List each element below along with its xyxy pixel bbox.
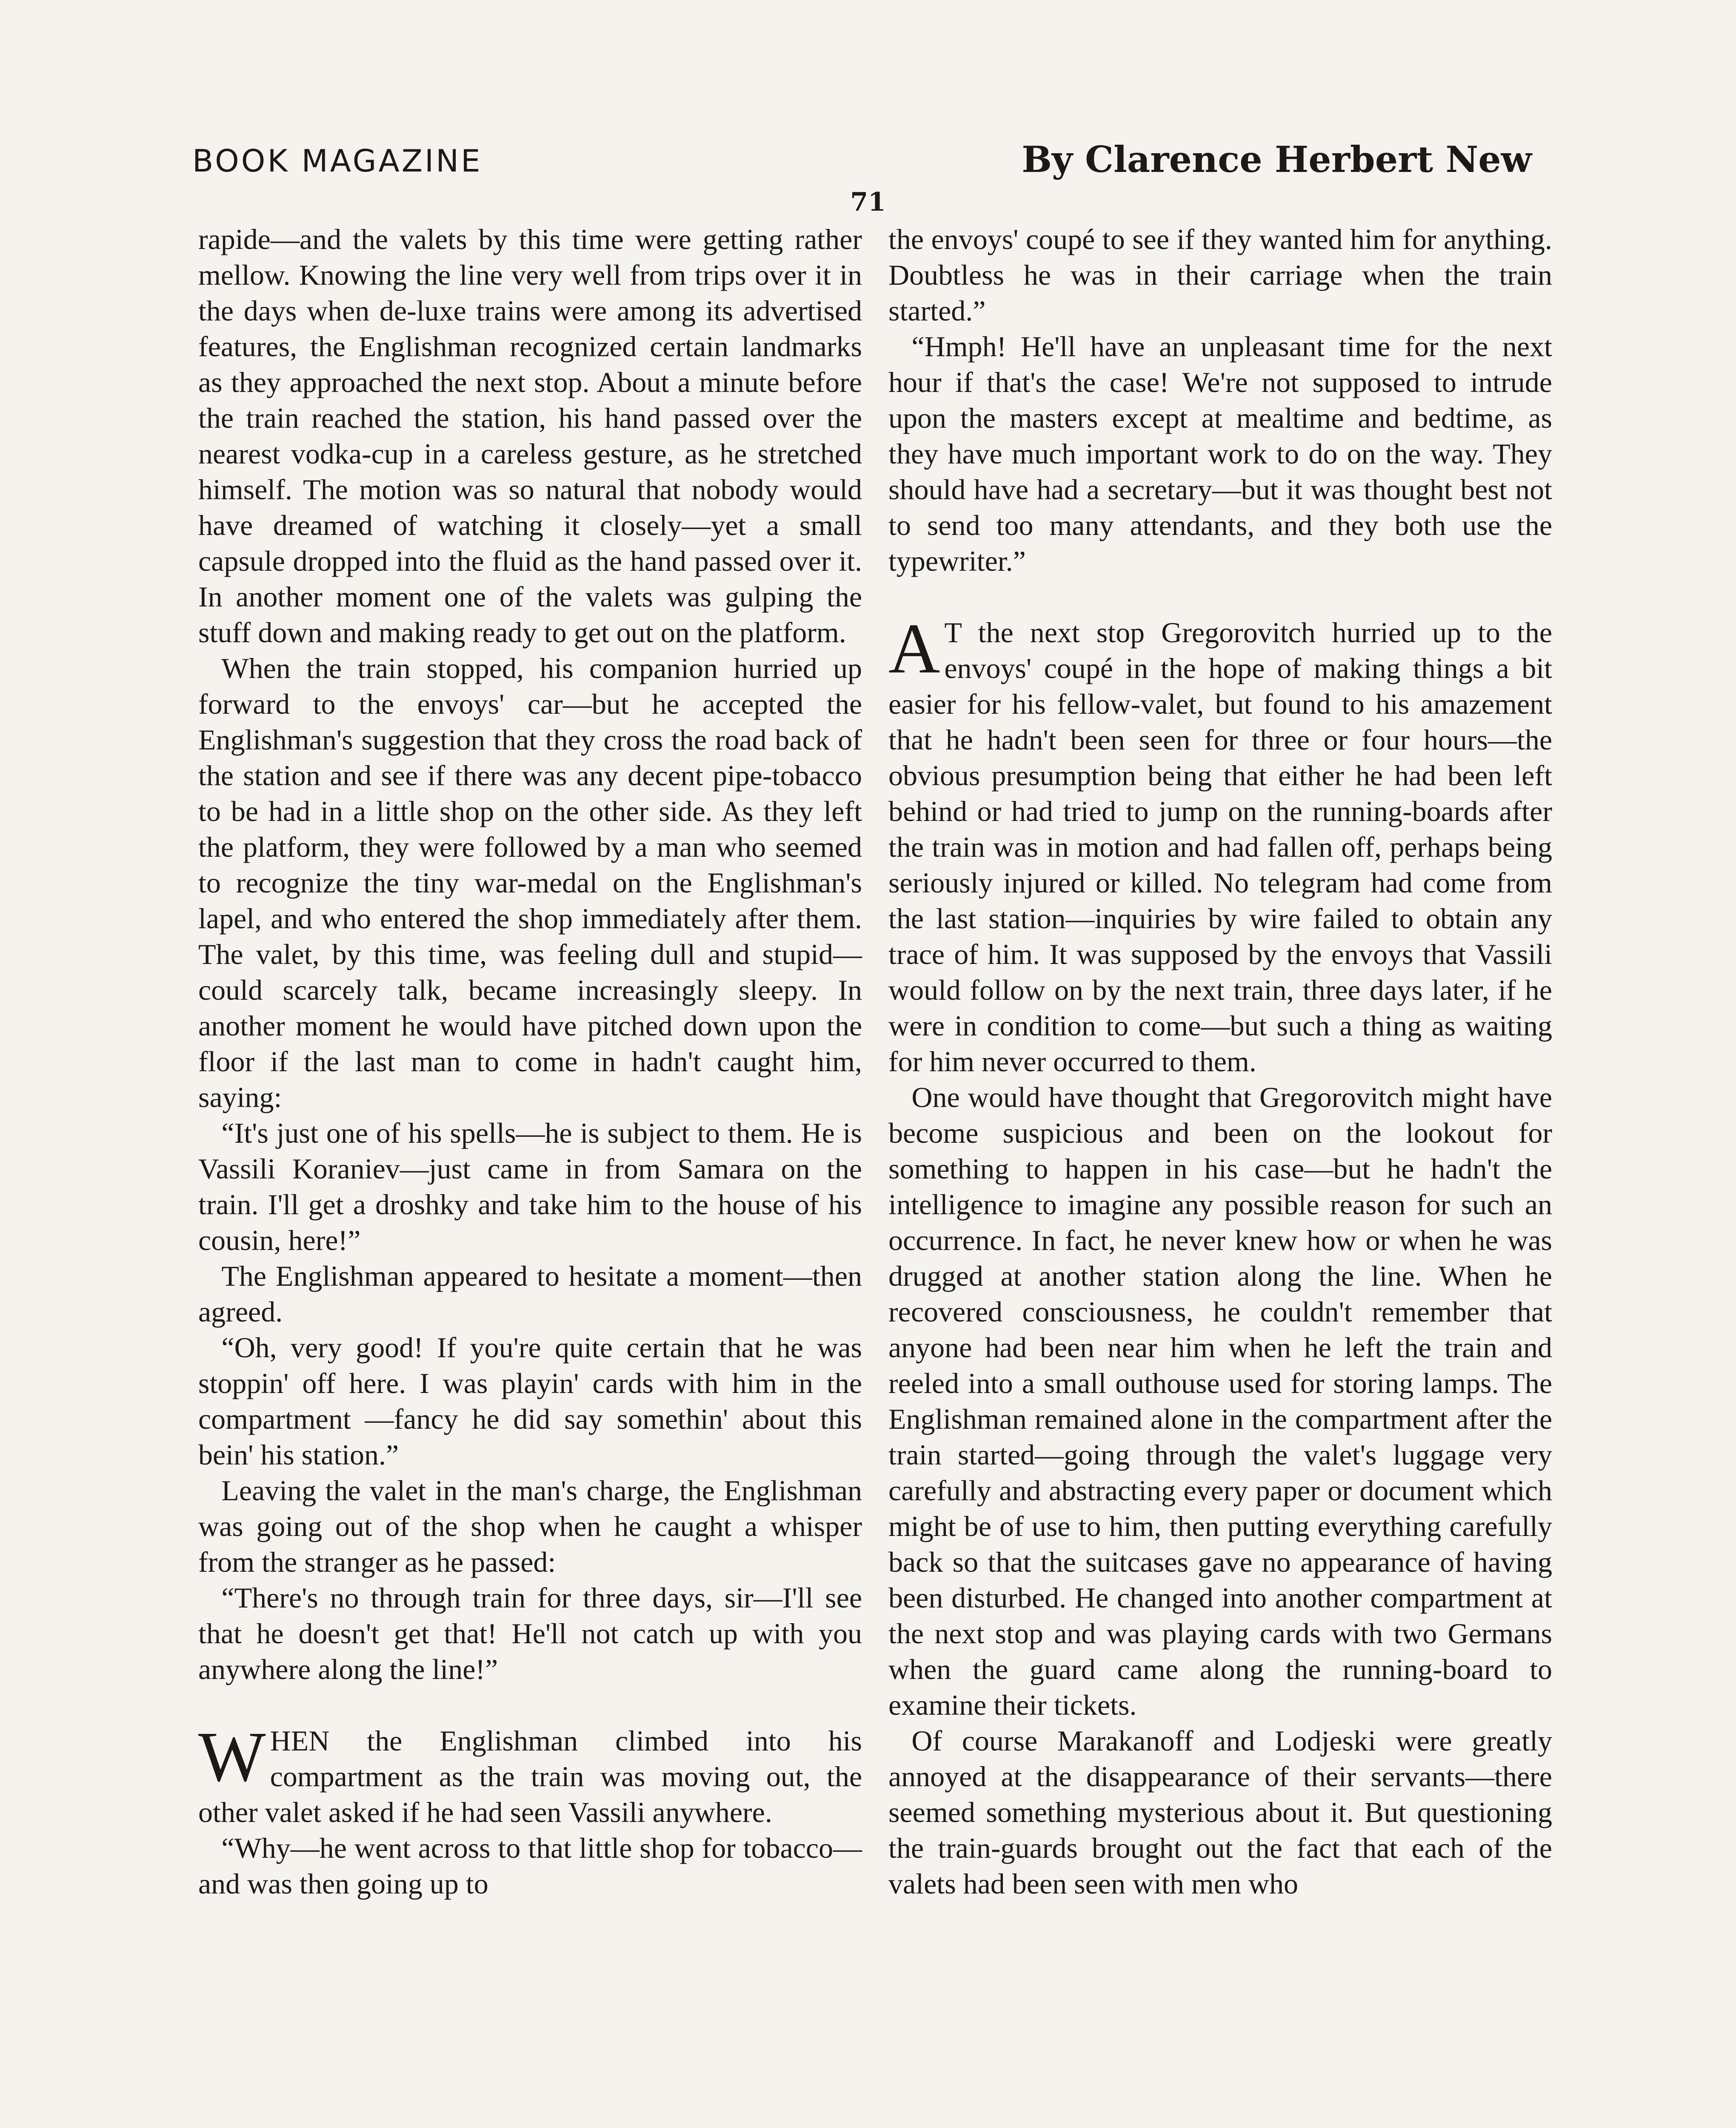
paragraph: The Englishman appeared to hesitate a moment—then agreed. bbox=[198, 1260, 862, 1328]
paragraph: Leaving the valet in the man's charge, the Englishman was going out of the shop when he caught a whisper from the stranger as he passed: bbox=[198, 1474, 862, 1578]
paragraph: “Why—he went across to that little shop for tobacco—and was then going up to bbox=[198, 1832, 862, 1900]
running-header-publication: BOOK MAGAZINE bbox=[192, 143, 483, 179]
paragraph: “It's just one of his spells—he is subject to them. He is Vassili Koraniev—just came in from Samara on the train. I'll get a droshky and take him to the house of his cousin, here!” bbox=[198, 1117, 862, 1256]
paragraph: rapide—and the valets by this time were getting rather mellow. Knowing the line very well from trips over it in the days when de-luxe trains were among its advertised features, the Englishman recognized certain landmarks as they approached the next stop. About a minute before the train reached the station, his hand passed over the nearest vodka-cup in a careless gesture, as he stretched himself. The motion was so natural that nobody would have dreamed of watching it closely—yet a small capsule dropped into the fluid as the hand passed over it. In another moment one of the valets was gulping the stuff down and making ready to get out on the platform. bbox=[198, 223, 862, 649]
paragraph: “There's no through train for three days, sir—I'll see that he doesn't get that! He'll not catch up with you anywhere along the line!” bbox=[198, 1582, 862, 1685]
paragraph: “Oh, very good! If you're quite certain that he was stoppin' off here. I was playin' cards with him in the compartment —fancy he did say somethin' about this bein' his station.” bbox=[198, 1331, 862, 1471]
section-paragraph: AT the next stop Gregorovitch hurried up to the envoys' coupé in the hope of making things a bit easier for his fellow-valet, but found to his amazement that he hadn't been seen for three or four hours—the obvious presumption being that either he had been left behind or had tried to jump on the running-boards after the train was in motion and had fallen off, perhaps being seriously injured or killed. No telegram had come from the last station—inquiries by wire failed to obtain any trace of him. It was supposed by the envoys that Vassili would follow on by the next train, three days later, if he were in condition to come—but such a thing as waiting for him never occurred to them. bbox=[888, 609, 1552, 1078]
paragraph: When the train stopped, his companion hurried up forward to the envoys' car—but he accepted the Englishman's suggestion that they cross the road back of the station and see if there was any decent pipe-tobacco to be had in a little shop on the other side. As they left the platform, they were followed by a man who seemed to recognize the tiny war-medal on the Englishman's lapel, and who entered the shop immediately after them. The valet, by this time, was feeling dull and stupid—could scarcely talk, became increasingly sleepy. In another moment he would have pitched down upon the floor if the last man to come in hadn't caught him, saying: bbox=[198, 652, 862, 1113]
right-text-column bbox=[888, 221, 1552, 1902]
paragraph: One would have thought that Gregorovitch might have become suspicious and been on the lookout for something to happen in his case—but he hadn't the intelligence to imagine any possible reason for such an occurrence. In fact, he never knew how or when he was drugged at another station along the line. When he recovered consciousness, he couldn't remember that anyone had been near him when he left the train and reeled into a small outhouse used for storing lamps. The Englishman remained alone in the compartment after the train started—going through the valet's luggage very carefully and abstracting every paper or document which might be of use to him, then putting everything carefully back so that the suitcases gave no appearance of having been disturbed. He changed into another compartment at the next stop and was playing cards with two Germans when the guard came along the running-board to examine their tickets. bbox=[888, 1081, 1552, 1721]
paragraph: “Hmph! He'll have an unpleasant time for the next hour if that's the case! We're not supposed to intrude upon the masters except at mealtime and bedtime, as they have much important work to do on the way. They should have had a secretary—but it was thought best not to send too many attendants, and they both use the typewriter.” bbox=[888, 330, 1552, 577]
section-paragraph: WHEN the Englishman climbed into his compartment as the train was moving out, the other valet asked if he had seen Vassili anywhere. bbox=[198, 1717, 862, 1828]
left-text-column bbox=[198, 221, 862, 1902]
page-number: 71 bbox=[850, 187, 886, 217]
paragraph: Of course Marakanoff and Lodjeski were greatly annoyed at the disappearance of their servants—there seemed something mysterious about it. But questioning the train-guards brought out the fact that each of the valets had been seen with men who bbox=[888, 1725, 1552, 1900]
paragraph: the envoys' coupé to see if they wanted him for anything. Doubtless he was in their carriage when the train started.” bbox=[888, 223, 1552, 327]
running-header-author: By Clarence Herbert New bbox=[1022, 138, 1532, 180]
